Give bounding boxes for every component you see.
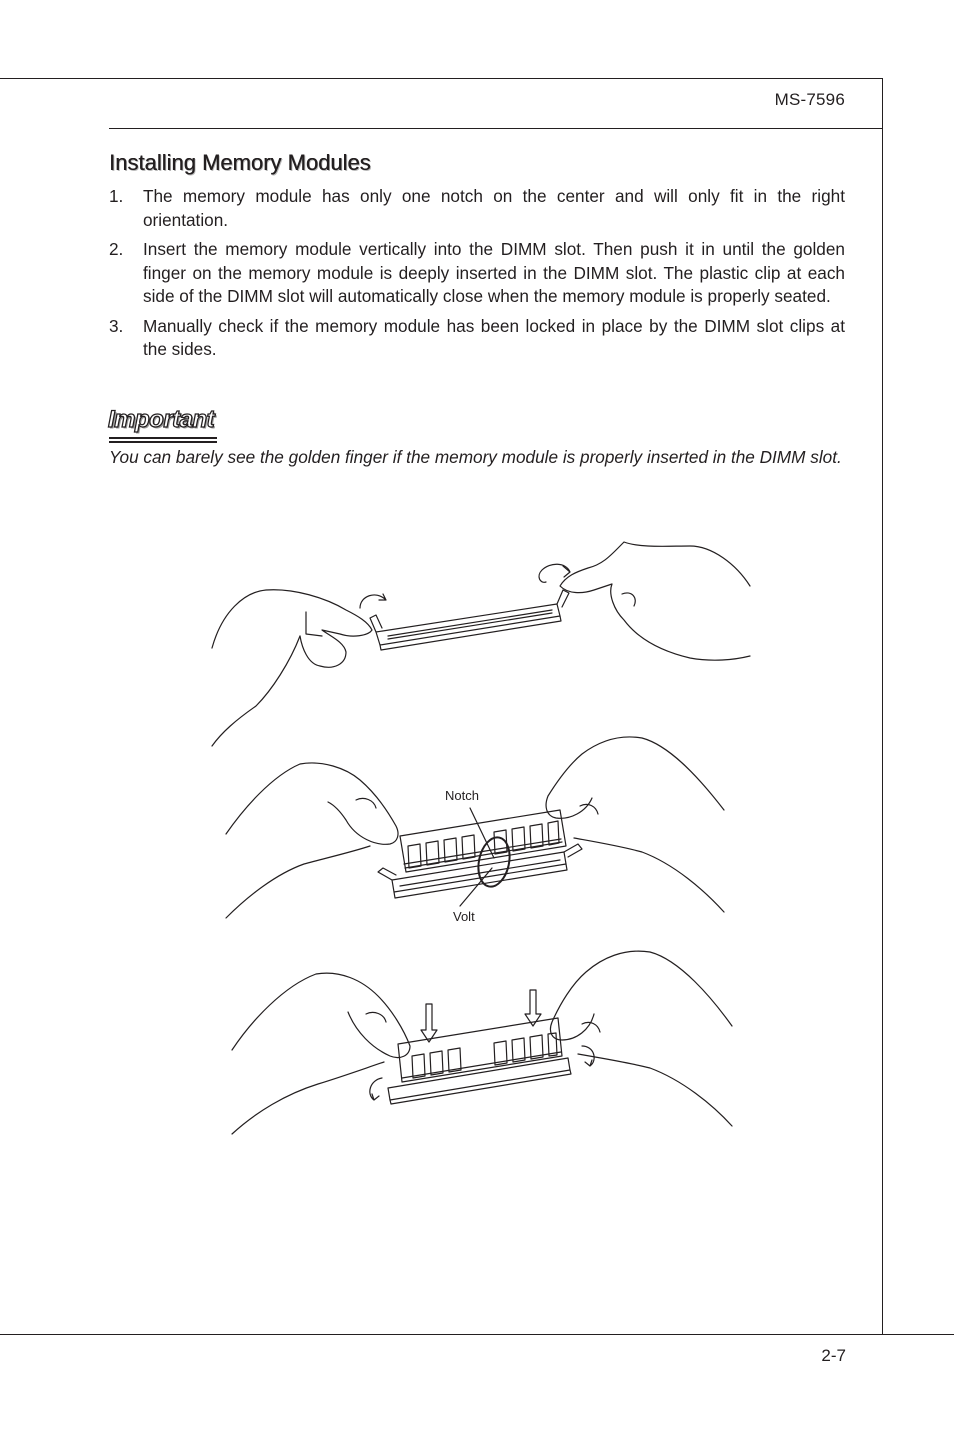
important-note: You can barely see the golden finger if the memory module is properly inserted in the DIMM slot. — [109, 447, 842, 467]
step-number: 3. — [109, 315, 124, 336]
slot-clip-left — [378, 868, 396, 880]
dimm-slot — [376, 604, 561, 650]
important-heading: Important — [108, 406, 215, 433]
slot-clip-right — [557, 590, 569, 607]
page-number: 2-7 — [821, 1346, 846, 1365]
step-text: Insert the memory module vertically into the DIMM slot. Then push it in until the golden finger on the memory module is deeply inserted in the DIMM slot. The plastic clip at each side of the DIMM slot will automatically close when the memory module is properly seated. — [143, 239, 845, 306]
right-hand — [546, 737, 724, 912]
slot-clip-right — [564, 844, 582, 857]
left-hand — [232, 973, 410, 1134]
step-number: 2. — [109, 239, 124, 259]
section-title: Installing Memory Modules — [109, 150, 371, 175]
step-text: The memory module has only one notch on the center and will only fit in the right orientation. — [143, 186, 845, 230]
volt-label: Volt — [453, 909, 475, 924]
panel-align-notch — [226, 737, 724, 924]
step-text: Manually check if the memory module has been locked in place by the DIMM slot clips at the sides. — [143, 315, 845, 359]
step-number: 1. — [109, 186, 124, 206]
push-down-arrow-icon — [421, 1004, 437, 1042]
left-hand — [212, 590, 372, 746]
left-hand — [226, 763, 398, 918]
right-hand — [560, 542, 750, 660]
rotate-arrow-icon — [370, 1078, 382, 1100]
panel-insert-module — [232, 951, 732, 1134]
right-hand — [550, 951, 732, 1126]
rotate-arrow-icon — [360, 594, 386, 608]
model-number: MS-7596 — [774, 90, 845, 109]
notch-label: Notch — [445, 788, 479, 803]
panel-open-clips — [212, 542, 750, 746]
